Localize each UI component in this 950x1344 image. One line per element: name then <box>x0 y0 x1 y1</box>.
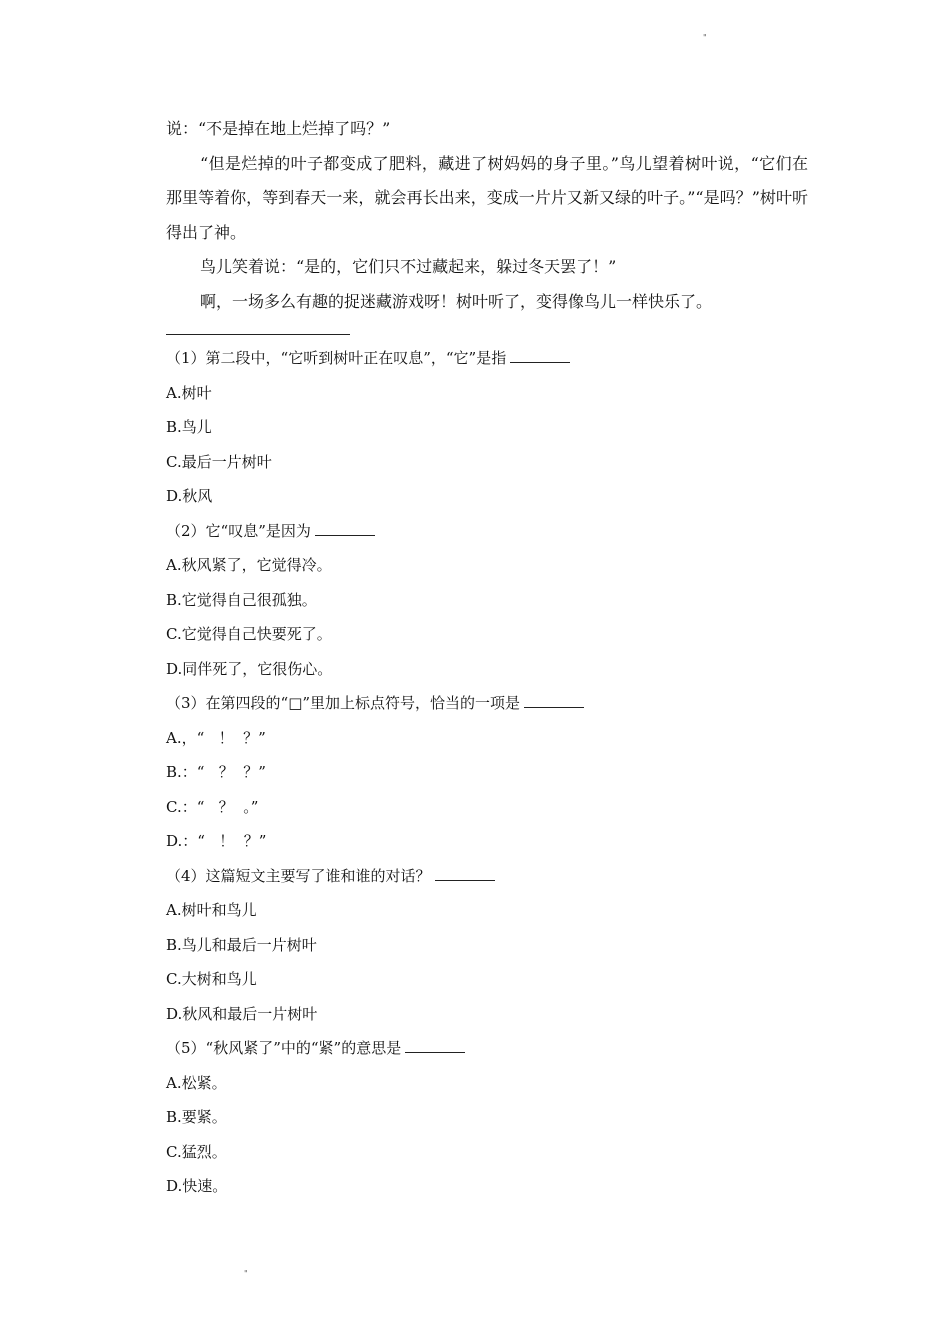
question-option: C.：“ ？ 。” <box>166 797 259 816</box>
question-option: A.，“ ！ ？” <box>166 728 266 747</box>
question-stem <box>166 686 808 721</box>
question-option: A.树叶 <box>166 383 212 402</box>
question-option: B.要紧。 <box>166 1108 227 1126</box>
page-mark-top: " <box>703 33 707 42</box>
passage-paragraph: 鸟儿笑着说：“是的，它们只不过藏起来，躲过冬天罢了！” <box>200 257 617 276</box>
question-text: （4）这篇短文主要写了谁和谁的对话？ <box>166 866 431 885</box>
question-block <box>166 514 808 687</box>
question-stem <box>166 341 808 376</box>
question-option: A.秋风紧了，它觉得冷。 <box>166 556 332 574</box>
passage-paragraph: 啊，一场多么有趣的捉迷藏游戏呀！树叶听了，变得像鸟儿一样快乐了。 <box>200 291 713 311</box>
question-text: （3）在第四段的“□”里加上标点符号，恰当的一项是 <box>166 694 521 712</box>
question-option: C.猛烈。 <box>166 1142 227 1161</box>
answer-blank <box>315 534 375 536</box>
answer-blank <box>405 1051 465 1053</box>
question-option: D.同伴死了，它很伤心。 <box>166 659 333 678</box>
question-option: A.树叶和鸟儿 <box>166 901 257 919</box>
question-text: （1）第二段中，“它听到树叶正在叹息”，“它”是指 <box>166 349 507 367</box>
question-text: （5）“秋风紧了”中的“紧”的意思是 <box>166 1039 402 1057</box>
question-text: （2）它“叹息”是因为 <box>166 521 311 540</box>
question-option: D.秋风和最后一片树叶 <box>166 1004 318 1023</box>
question-stem <box>166 1031 808 1066</box>
page-mark-bottom: " <box>244 1269 248 1278</box>
question-option: A.松紧。 <box>166 1073 227 1092</box>
question-option: B.鸟儿 <box>166 418 212 436</box>
passage-paragraph: 说：“不是掉在地上烂掉了吗？” <box>166 119 391 138</box>
passage-paragraph: “但是烂掉的叶子都变成了肥料，藏进了树妈妈的身子里。”鸟儿望着树叶说，“它们在那里等着你，等到春天一来，就会再长出来，变成一片片又新又绿的叶子。”“是吗？”树叶听得出了神。 <box>166 153 808 242</box>
question-block <box>166 341 808 514</box>
question-option: C.它觉得自己快要死了。 <box>166 625 332 643</box>
question-option: D.快速。 <box>166 1177 228 1195</box>
question-option: C.最后一片树叶 <box>166 452 272 471</box>
answer-blank <box>510 361 570 363</box>
question-option: B.：“ ？ ？” <box>166 763 266 781</box>
question-option: D.：“ ！ ？” <box>166 832 267 850</box>
question-stem <box>166 859 808 894</box>
question-block <box>166 859 808 1032</box>
question-option: B.鸟儿和最后一片树叶 <box>166 935 317 954</box>
section-divider <box>166 334 350 335</box>
question-option: B.它觉得自己很孤独。 <box>166 590 317 609</box>
question-block <box>166 686 808 859</box>
question-block <box>166 1031 808 1204</box>
question-option: D.秋风 <box>166 487 213 505</box>
question-option: C.大树和鸟儿 <box>166 970 257 988</box>
document-body <box>166 112 808 1204</box>
answer-blank <box>524 706 584 708</box>
question-stem <box>166 514 808 549</box>
question-list <box>166 341 808 1204</box>
answer-blank <box>435 879 495 881</box>
